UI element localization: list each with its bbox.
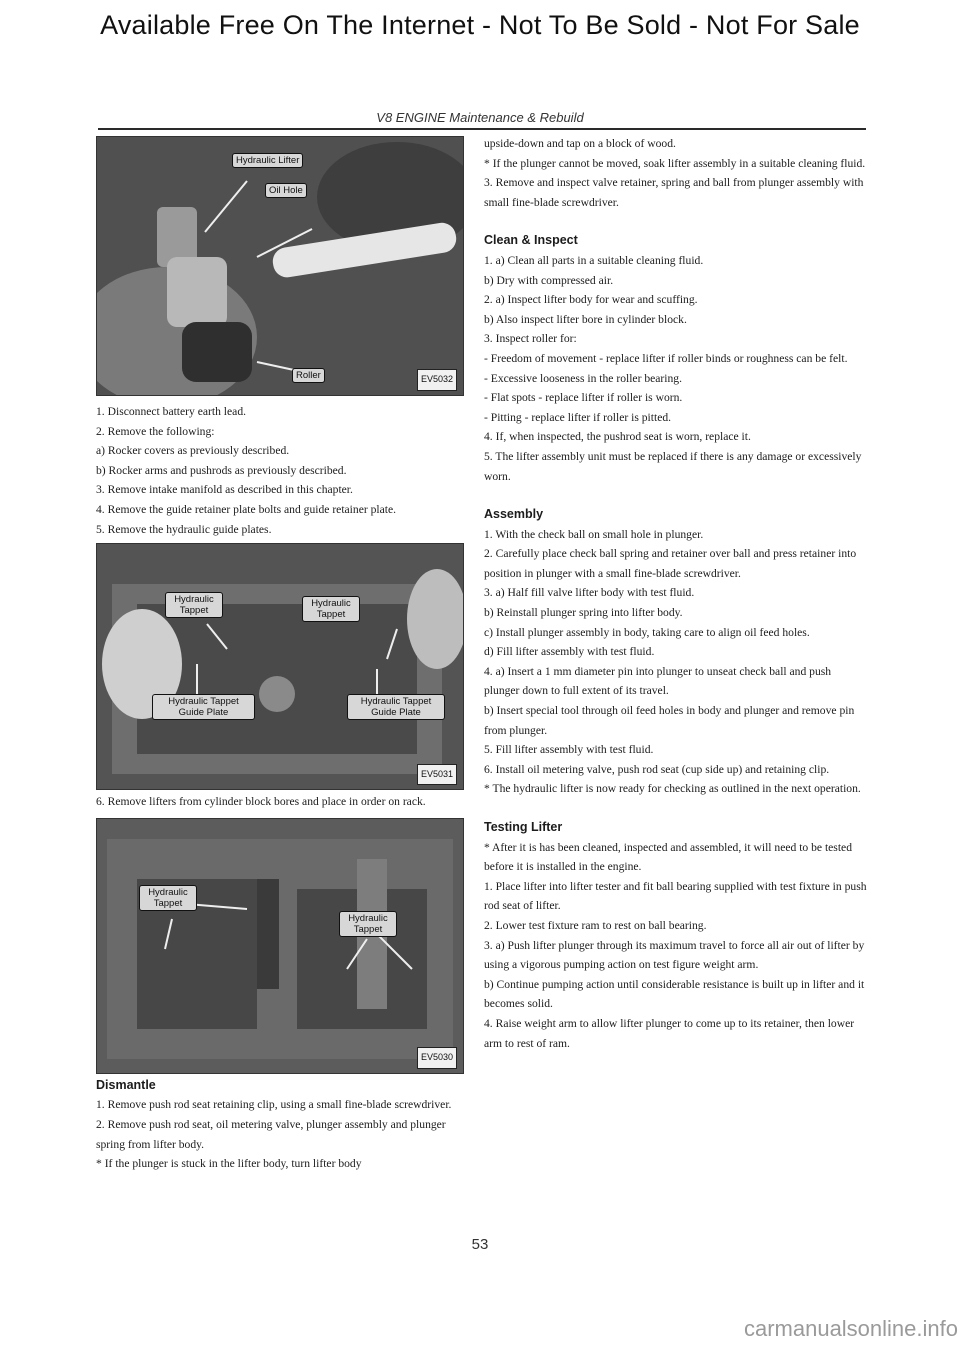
step-line: 4. Raise weight arm to allow lifter plunger to come up to its retainer, then lower arm to rest of ram. xyxy=(484,1016,855,1050)
step-line: 3. a) Push lifter plunger through its maximum travel to force all air out of lifter by using a vigorous pumping action on test figure weight arm. xyxy=(484,938,865,972)
step-line: 2. a) Inspect lifter body for wear and scuffing. xyxy=(484,293,698,307)
photo-label: Roller xyxy=(292,368,325,383)
photo-label: Hydraulic Tappet xyxy=(339,911,397,937)
step-line: 2. Remove push rod seat, oil metering valve, plunger assembly and plunger spring from lifter body. xyxy=(96,1117,446,1151)
photo-hydraulic-lifter xyxy=(96,136,464,396)
page-number: 53 xyxy=(471,1236,489,1253)
step-line: b) Dry with compressed air. xyxy=(484,273,614,287)
step-line: 1. Remove push rod seat retaining clip, using a small fine-blade screwdriver. xyxy=(96,1098,452,1112)
step-line: 3. a) Half fill valve lifter body with test fluid. xyxy=(484,586,695,600)
step-line: 3. Remove and inspect valve retainer, spring and ball from plunger assembly with small fine-blade screwdriver. xyxy=(484,176,864,209)
step-line: - Pitting - replace lifter if roller is pitted. xyxy=(484,410,672,424)
step-line: 4. If, when inspected, the pushrod seat is worn, replace it. xyxy=(484,430,751,444)
step-line: d) Fill lifter assembly with test fluid. xyxy=(484,645,655,659)
photo-guide-plates xyxy=(96,543,464,790)
figure-code: EV5030 xyxy=(417,1047,457,1069)
figure-code: EV5032 xyxy=(417,369,457,391)
step-line: * If the plunger is stuck in the lifter body, turn lifter body xyxy=(96,1157,362,1171)
step-line: 3. Inspect roller for: xyxy=(484,332,577,346)
step-line: 1. Disconnect battery earth lead. xyxy=(96,405,247,418)
banner-notice: Available Free On The Internet - Not To Be Sold - Not For Sale xyxy=(100,10,860,40)
step-line: 5. Remove the hydraulic guide plates. xyxy=(96,522,272,536)
step-line: b) Continue pumping action until considerable resistance is built up in lifter and it becomes solid. xyxy=(484,977,865,1011)
header-rule xyxy=(98,128,866,130)
right-column xyxy=(484,134,868,1053)
step-line: - Excessive looseness in the roller bearing. xyxy=(484,371,682,385)
tappet-block-illustration xyxy=(97,819,463,1073)
photo-label: Oil Hole xyxy=(265,183,307,198)
step-line: 4. Remove the guide retainer plate bolts and guide retainer plate. xyxy=(96,502,397,516)
step-line: upside-down and tap on a block of wood. xyxy=(484,137,676,150)
section-heading: Assembly xyxy=(484,507,544,522)
photo-tappets-in-block xyxy=(96,818,464,1074)
running-header: V8 ENGINE Maintenance & Rebuild xyxy=(376,110,584,125)
step-line: b) Rocker arms and pushrods as previously described. xyxy=(96,463,347,477)
step-line: 3. Remove intake manifold as described in this chapter. xyxy=(96,483,353,497)
step-line: a) Rocker covers as previously described. xyxy=(96,444,290,458)
step-line: 1. With the check ball on small hole in plunger. xyxy=(484,527,704,541)
photo-label: Hydraulic Tappet Guide Plate xyxy=(347,694,445,720)
step-line: 6. Install oil metering valve, push rod seat (cup side up) and retaining clip. xyxy=(484,762,830,776)
section-heading: Clean & Inspect xyxy=(484,233,578,248)
section-heading: Dismantle xyxy=(96,1077,156,1092)
lifter-illustration xyxy=(97,137,463,395)
photo-label: Hydraulic Tappet Guide Plate xyxy=(152,694,255,720)
step-line: b) Also inspect lifter bore in cylinder block. xyxy=(484,312,687,326)
footer-watermark: carmanualsonline.info xyxy=(743,1316,958,1341)
guide-plate-illustration xyxy=(97,544,463,789)
step-line: 2. Carefully place check ball spring and retainer over ball and press retainer into position in plunger with a small fine-blade screwdriver. xyxy=(484,547,857,580)
step-line: * After it is has been cleaned, inspected and assembled, it will need to be tested before it is installed in the engine. xyxy=(484,840,852,874)
step-line: 4. a) Insert a 1 mm diameter pin into plunger to unseat check ball and push plunger down to full extent of its travel. xyxy=(484,664,832,698)
photo-label: Hydraulic Tappet xyxy=(165,592,223,618)
step-line: 5. Fill lifter assembly with test fluid. xyxy=(484,743,654,757)
photo-label: Hydraulic Tappet xyxy=(139,885,197,911)
photo-label: Hydraulic Lifter xyxy=(232,153,303,168)
step-line: 2. Lower test fixture ram to rest on ball bearing. xyxy=(484,918,707,932)
step-line: 1. Place lifter into lifter tester and fit ball bearing supplied with test fixture in push rod seat of lifter. xyxy=(484,879,867,913)
left-column xyxy=(96,136,466,1174)
step-line: - Flat spots - replace lifter if roller is worn. xyxy=(484,391,683,405)
step-line: 1. a) Clean all parts in a suitable cleaning fluid. xyxy=(484,253,704,267)
step-line: 6. Remove lifters from cylinder block bores and place in order on rack. xyxy=(96,795,426,809)
figure-code: EV5031 xyxy=(417,764,457,786)
step-line: c) Install plunger assembly in body, taking care to align oil feed holes. xyxy=(484,625,810,639)
step-line: 5. The lifter assembly unit must be replaced if there is any damage or excessively worn. xyxy=(484,449,862,483)
step-line: * If the plunger cannot be moved, soak lifter assembly in a suitable cleaning fluid. xyxy=(484,156,866,170)
section-heading: Testing Lifter xyxy=(484,820,563,834)
step-line: * The hydraulic lifter is now ready for checking as outlined in the next operation. xyxy=(484,782,861,796)
step-line: b) Reinstall plunger spring into lifter body. xyxy=(484,606,683,620)
step-line: b) Insert special tool through oil feed holes in body and plunger and remove pin from plunger. xyxy=(484,704,855,737)
step-line: - Freedom of movement - replace lifter if roller binds or roughness can be felt. xyxy=(484,351,848,365)
step-line: 2. Remove the following: xyxy=(96,424,215,438)
photo-label: Hydraulic Tappet xyxy=(302,596,360,622)
